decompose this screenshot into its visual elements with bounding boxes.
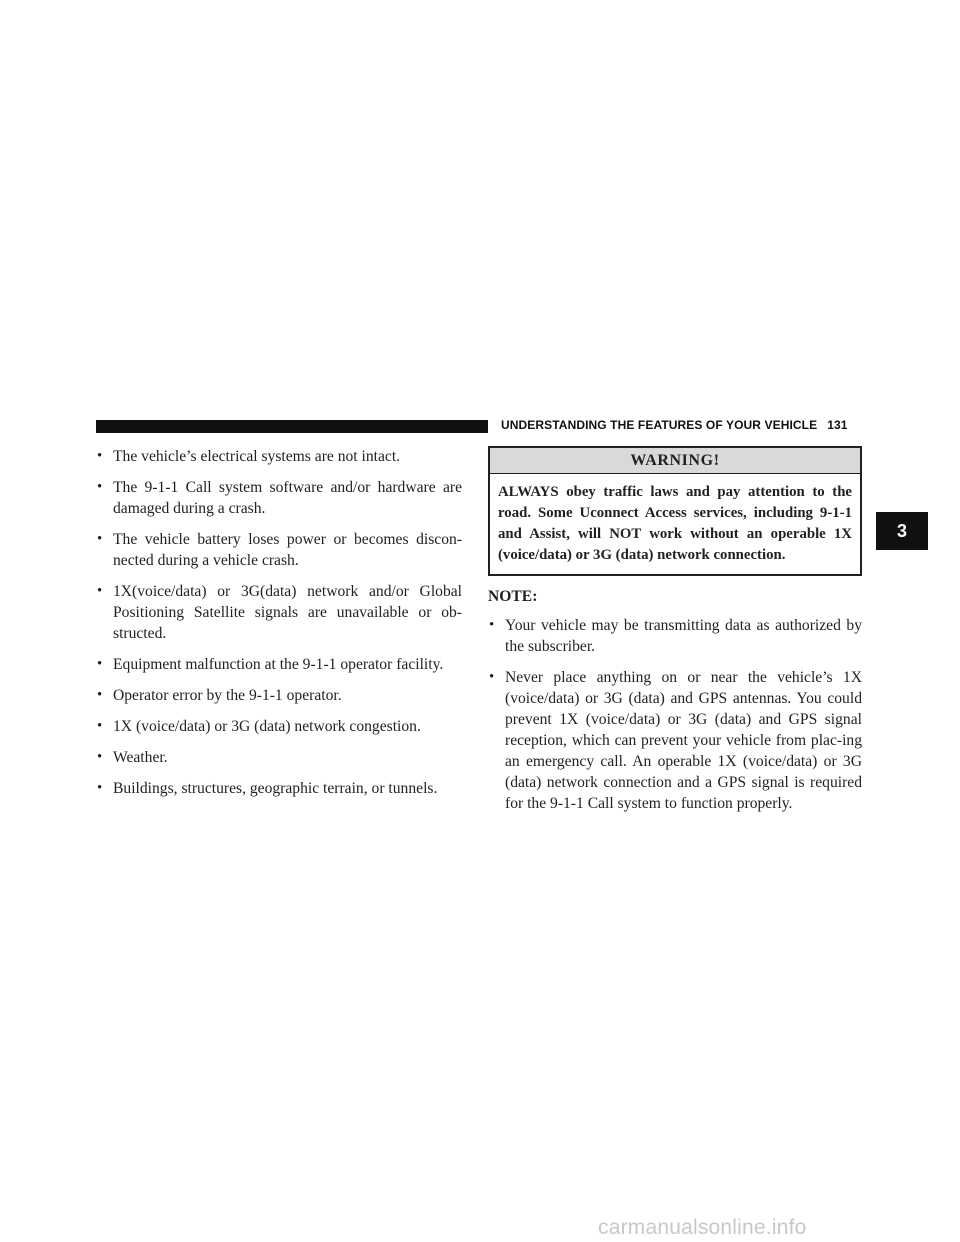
list-item: • Weather. [97,749,168,766]
header-rule [96,420,488,433]
bullet-icon: • [489,617,495,633]
list-item: • The vehicle’s electrical systems are not intact. [97,448,401,465]
section-title: UNDERSTANDING THE FEATURES OF YOUR VEHICLE [501,418,818,432]
bullet-icon: • [97,780,103,796]
warning-text: ALWAYS obey traffic laws and pay attention to the road. Some Uconnect Access services, including 9-1-1 and Assist, will NOT work without an operable 1X (voice/data) or 3G (data) network connection. [498,484,852,563]
left-column [96,446,462,809]
list-item: • 1X (voice/data) or 3G (data) network congestion. [97,718,421,735]
warning-title: WARNING! [490,448,860,474]
note-bullet-list [488,615,862,814]
list-item: • Buildings, structures, geographic terrain, or tunnels. [97,780,438,797]
bullet-icon: • [97,531,103,547]
warning-box [488,446,862,576]
bullet-icon: • [97,583,103,599]
list-item: • 1X(voice/data) or 3G(data) network and/or Global Positioning Satellite signals are unavailable or ob-structed. [97,583,462,642]
list-item: • The vehicle battery loses power or becomes discon-nected during a vehicle crash. [97,531,462,569]
bullet-icon: • [97,656,103,672]
list-item: • Your vehicle may be transmitting data as authorized by the subscriber. [489,617,862,655]
list-item: • Operator error by the 9-1-1 operator. [97,687,342,704]
page-number: 131 [827,418,848,432]
right-column [488,446,862,824]
running-header [501,418,848,432]
bullet-icon: • [97,749,103,765]
bullet-icon: • [97,448,103,464]
bullet-list-conditions [96,446,462,799]
list-item: • The 9-1-1 Call system software and/or hardware are damaged during a crash. [97,479,462,517]
list-item: • Equipment malfunction at the 9-1-1 operator facility. [97,656,444,673]
watermark: carmanualsonline.info [598,1216,807,1239]
bullet-icon: • [97,687,103,703]
chapter-tab: 3 [876,512,928,550]
bullet-icon: • [489,669,495,685]
bullet-icon: • [97,718,103,734]
list-item: • Never place anything on or near the vehicle’s 1X (voice/data) or 3G (data) and GPS antennas. You could prevent 1X (voice/data) or 3G (data) and GPS signal reception, which can prevent your vehicle from plac-ing an emergency call. An operable 1X (voice/data) or 3G (data) network connection and a GPS signal is required for the 9-1-1 Call system to function properly. [489,669,862,812]
bullet-icon: • [97,479,103,495]
note-heading: NOTE: [488,588,538,605]
